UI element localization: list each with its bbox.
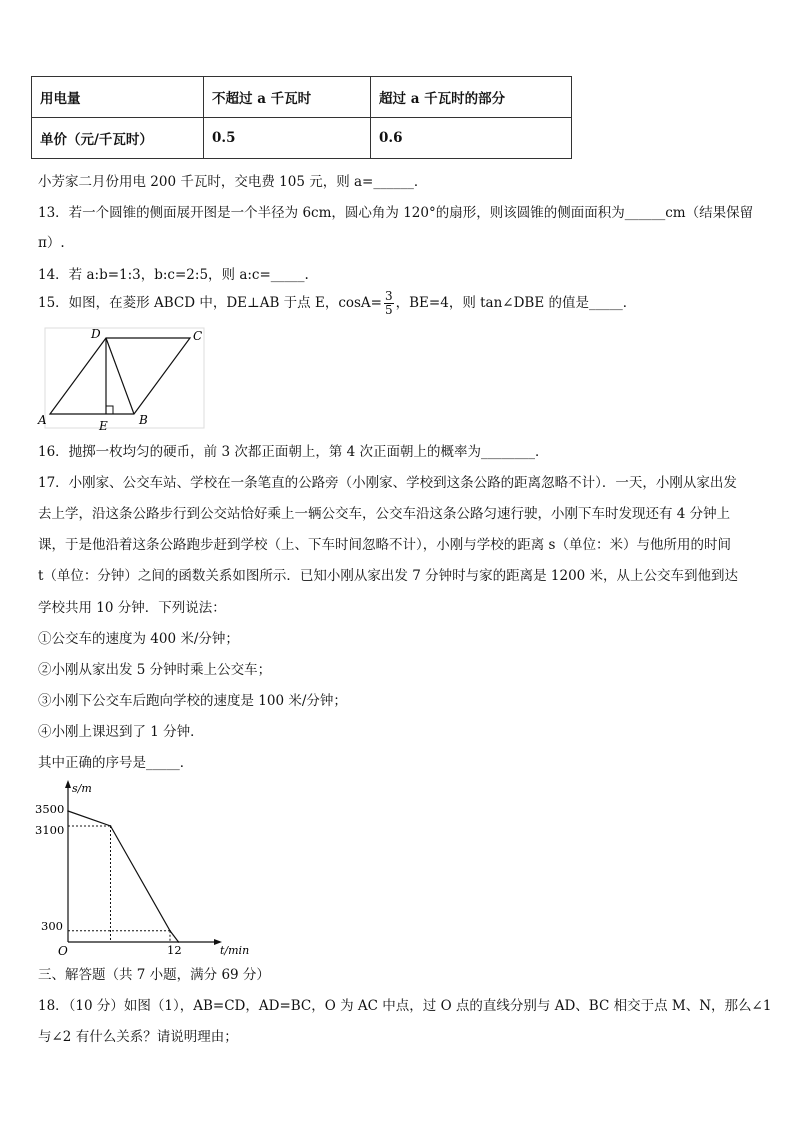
section-heading: 三、解答题（共 7 小题，满分 69 分）: [38, 967, 270, 983]
price-table: [31, 76, 572, 159]
table-header-row: [32, 77, 572, 118]
q18-line2: 与∠2 有什么关系？请说明理由；: [38, 1029, 238, 1045]
origin-label: O: [58, 944, 68, 958]
data-point: [110, 825, 112, 827]
q13-line1: 13．若一个圆锥的侧面展开图是一个半径为 6cm，圆心角为 120°的扇形，则该圆锥的侧面面积为______cm（结果保留: [38, 205, 754, 221]
table-cell: 超过 a 千瓦时的部分: [371, 77, 572, 118]
q17-line: 课，于是他沿着这条公路跑步赶到学校（上、下车时间忽略不计），小刚与学校的距离 s（单位：米）与他所用的时间: [38, 537, 731, 553]
table-cell: 单价（元/千瓦时）: [32, 118, 204, 159]
y-tick-label: 3500: [35, 802, 65, 816]
y-axis-label: s/m: [72, 782, 92, 795]
label-a: A: [38, 413, 47, 427]
y-tick-label: 300: [41, 919, 63, 933]
q15-text: [38, 290, 636, 317]
label-d: D: [91, 327, 101, 341]
q17-option: ①公交车的速度为 400 米/分钟；: [38, 631, 239, 647]
q13-line2: π）.: [38, 235, 65, 251]
label-c: C: [193, 329, 203, 343]
q17-line: 学校共用 10 分钟．下列说法：: [38, 600, 226, 616]
x-tick-label: 12: [167, 943, 182, 957]
guide-lines: [68, 826, 170, 942]
table-row: [32, 118, 572, 159]
q17-line: t（单位：分钟）之间的函数关系如图所示．已知小刚从家出发 7 分钟时与家的距离是 1200 米，从上公交车到他到达: [38, 568, 739, 584]
q17-ask: 其中正确的序号是_____．: [38, 755, 194, 771]
y-tick-label: 3100: [35, 823, 65, 837]
segment-db: [106, 338, 134, 414]
rhombus-figure: [36, 326, 211, 432]
q17-line: 去上学，沿这条公路步行到公交站恰好乘上一辆公交车，公交车沿这条公路匀速行驶，小刚下车时发现还有 4 分钟上: [38, 506, 731, 522]
q14: 14．若 a:b=1:3，b:c=2:5，则 a:c=_____.: [38, 267, 309, 283]
distance-time-graph: [30, 778, 262, 958]
y-axis-arrow: [65, 780, 71, 788]
label-b: B: [139, 413, 148, 427]
q18-line1: 18．（10 分）如图（1），AB=CD，AD=BC，O 为 AC 中点，过 O 点的直线分别与 AD、BC 相交于点 M、N，那么∠1: [38, 998, 772, 1014]
x-axis-label: t/min: [220, 944, 250, 957]
cos-fraction: [384, 290, 394, 317]
q15-after: ，BE=4，则 tan∠DBE 的值是_____．: [395, 295, 637, 311]
data-point: [67, 810, 69, 812]
fraction-denominator: 5: [385, 303, 393, 317]
q17-option: ③小刚下公交车后跑向学校的速度是 100 米/分钟；: [38, 693, 347, 709]
table-cell: 0.5: [204, 118, 371, 159]
table-cell: 不超过 a 千瓦时: [204, 77, 371, 118]
q17-option: ②小刚从家出发 5 分钟时乘上公交车；: [38, 662, 272, 678]
table-cell: 0.6: [371, 118, 572, 159]
q16: 16．抛掷一枚均匀的硬币，前 3 次都正面朝上，第 4 次正面朝上的概率为________．: [38, 444, 549, 460]
label-e: E: [99, 419, 108, 432]
q15-before: 15．如图，在菱形 ABCD 中，DE⊥AB 于点 E，cosA=: [38, 295, 382, 311]
q17-option: ④小刚上课迟到了 1 分钟．: [38, 724, 204, 740]
figure-frame: [45, 328, 204, 428]
q12-tail: 小芳家二月份用电 200 千瓦时，交电费 105 元，则 a=______．: [38, 174, 428, 190]
data-point: [169, 930, 171, 932]
fraction-numerator: 3: [385, 289, 393, 303]
data-points: [67, 810, 179, 943]
table-cell: 用电量: [32, 77, 204, 118]
right-angle-mark: [106, 406, 113, 414]
q17-line: 17．小刚家、公交车站、学校在一条笔直的公路旁（小刚家、学校到这条公路的距离忽略不计）．一天，小刚从家出发: [38, 475, 737, 491]
series-line: [68, 811, 179, 942]
